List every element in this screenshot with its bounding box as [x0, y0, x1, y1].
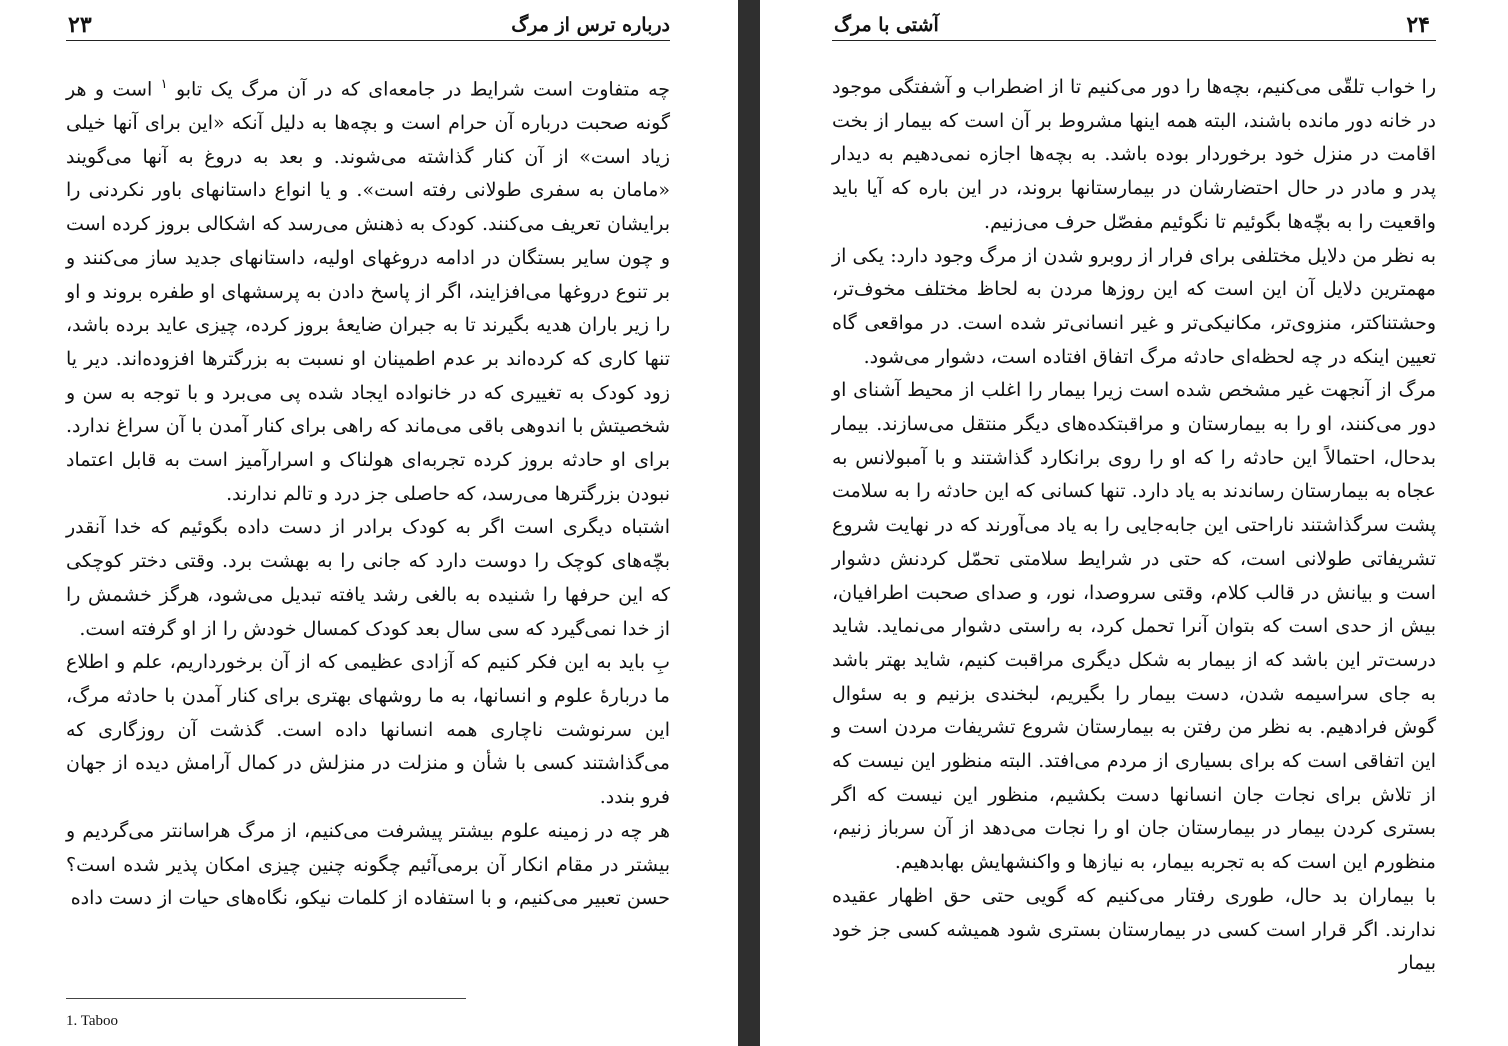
left-body-text: [66, 68, 670, 916]
right-page-header: [832, 8, 1436, 41]
left-running-title: درباره ترس از مرگ: [511, 14, 670, 36]
footnote-rule: [66, 998, 466, 999]
right-paragraph-3: مرگ از آنجهت غیر مشخص شده است زیرا بیمار را اغلب از محیط آشنای او دور می‌کنند، او را به بیمارستان و مراقبتکده‌های دیگر منتقل می‌سازند. بیمار بدحال، احتمالاً این حادثه را که او را روی برانکارد گذاشتند و با آمبولانس به عجاه به بیمارستان رساندند به یاد دارد. تنها کسانی که این حادثه را به سلامت پشت سرگذاشتند ناراحتی این جابه‌جایی را به یاد می‌آورند که در نهایت شروع تشریفاتی طولانی است، که حتی در شرایط سلامتی تحمّل کردنش دشوار است و بیانش در قالب کلام، وقتی سروصدا، نور، و صدای صحبت اطرافیان، بیش از حدی است که بتوان آنرا تحمل کرد، به راستی دشوار می‌نماید. شاید درست‌تر این باشد که از بیمار به شکل دیگری مراقبت کنیم، شاید بهتر باشد به جای سراسیمه شدن، دست بیمار را بگیریم، لبخندی بزنیم و به سئوال گوش فرادهیم. به نظر من رفتن به بیمارستان شروع تشریفات مردن است و این اتفاقی است که برای بسیاری از مردم می‌افتد. البته منظور این نیست که از تلاش برای نجات جان انسانها دست بکشیم، منظور این نیست که اگر بستری کردن بیمار در بیمارستان جان او را نجات می‌دهد از آن سرباز زنیم، منظورم این است که به تجربه بیمار، به نیازها و واکنشهایش بهابدهیم.: [832, 379, 1436, 874]
right-body-text: [832, 71, 1436, 981]
left-paragraph-1-rest: است و هر گونه صحبت درباره آن حرام است و بچه‌ها به دلیل آنکه «این برای آنها خیلی زیاد است» از آن کنار گذاشته می‌شوند. و بعد به دروغ به آنها می‌گویند «مامان به سفری طولانی رفته است». و یا انواع داستانهای باور نکردنی را برایشان تعریف می‌کنند. کودک به ذهنش می‌رسد که اشکالی بروز کرده است و چون سایر بستگان در ادامه دروغهای اولیه، داستانهای جدید ساز می‌کنند و بر تنوع دروغها می‌افزایند، اگر از پاسخ دادن به پرسشهای او طفره بروند و او را زیر باران هدیه بگیرند تا به جبران ضایعهٔ بروز کرده، چیزی عاید برده باشد، تنها کاری که کرده‌اند بر عدم اطمینان او نسبت به بزرگترها افزوده‌اند. دیر یا زود کودک به تغییری که در خانواده ایجاد شده پی می‌برد و با توجه به سن و شخصیتش با اندوهی باقی می‌ماند که راهی برای کنار آمدن با آن سراغ ندارد. برای او حادثه بروز کرده تجربه‌ای هولناک و اسرارآمیز است به قابل اعتماد نبودن بزرگترها می‌رسد، که حاصلی جز درد و تالم ندارند.: [66, 78, 670, 505]
left-page-number: ۲۳: [68, 12, 92, 38]
left-paragraph-2: اشتباه دیگری است اگر به کودک برادر از دست داده بگوئیم که خدا آنقدر بچّه‌های کوچک را دوست دارد که جانی را به بهشت برد. وقتی دختر کوچکی که این حرفها را شنیده به بالغی رشد یافته تبدیل می‌شود، هرگز خشمش را از خدا نمی‌گیرد که سی سال بعد کودک کمسال خودش را از او گرفته است.: [66, 516, 670, 640]
left-page: [0, 0, 738, 1046]
left-paragraph-1: [66, 68, 670, 511]
left-paragraph-3: بِ باید به این فکر کنیم که آزادی عظیمی که از آن برخورداریم، علم و اطلاع ما دربارهٔ علوم و انسانها، به ما روشهای بهتری برای کنار آمدن با حادثه مرگ، این سرنوشت ناچاری همه انسانها داده است. گذشت آن روزگاری که می‌گذاشتند کسی با شأن و منزلت در منزلش در کمال آرامش دیده از جهان فرو بندد.: [66, 651, 670, 809]
left-page-header: [66, 8, 670, 41]
right-paragraph-1: را خواب تلقّی می‌کنیم، بچه‌ها را دور می‌کنیم تا از اضطراب و آشفتگی موجود در خانه دور مانده باشند، البته همه اینها مشروط بر آن است که بیمار از بخت اقامت در منزل خود برخوردار بوده باشد. به بچه‌ها اجازه نمی‌دهیم به دیدار پدر و مادر در حال احتضارشان در بیمارستانها بروند، در این باره که آیا باید واقعیت را به بچّه‌ها بگوئیم تا نگوئیم مفصّل حرف می‌زنیم.: [832, 76, 1436, 233]
right-running-title: آشتی با مرگ: [834, 14, 939, 36]
right-paragraph-4: با بیماران بد حال، طوری رفتار می‌کنیم که گویی حتی حق اظهار عقیده ندارند. اگر قرار است کسی در بیمارستان بستری شود همیشه کسی جز خود بیمار: [832, 884, 1436, 975]
right-page-number: ۲۴: [1406, 12, 1430, 38]
left-paragraph-4: هر چه در زمینه علوم بیشتر پیشرفت می‌کنیم، از مرگ هراسانتر می‌گردیم و بیشتر در مقام انکار آن برمی‌آئیم چگونه چنین چیزی امکان پذیر شده است؟ حسن تعبیر می‌کنیم، و با استفاده از کلمات نیکو، نگاه‌های حیات از دست داده: [66, 819, 670, 910]
footnote-marker: ۱: [160, 77, 168, 92]
right-paragraph-2: به نظر من دلایل مختلفی برای فرار از روبرو شدن از مرگ وجود دارد: یکی از مهمترین دلایل آن این است که این روزها مردن به لحاظ مختلف مخوف‌تر، وحشتناکتر، منزوی‌تر، مکانیکی‌تر و غیر انسانی‌تر شده است. در مواقعی گاه تعیین اینکه در چه لحظه‌ای حادثه مرگ اتفاق افتاده است، دشوار می‌شود.: [832, 244, 1436, 368]
right-page: [760, 0, 1508, 1046]
footnote: 1. Taboo: [66, 1013, 119, 1029]
left-paragraph-1-lead: چه متفاوت است شرایط در جامعه‌ای که در آن مرگ یک تابو: [175, 78, 670, 101]
book-gutter: [738, 0, 760, 1046]
